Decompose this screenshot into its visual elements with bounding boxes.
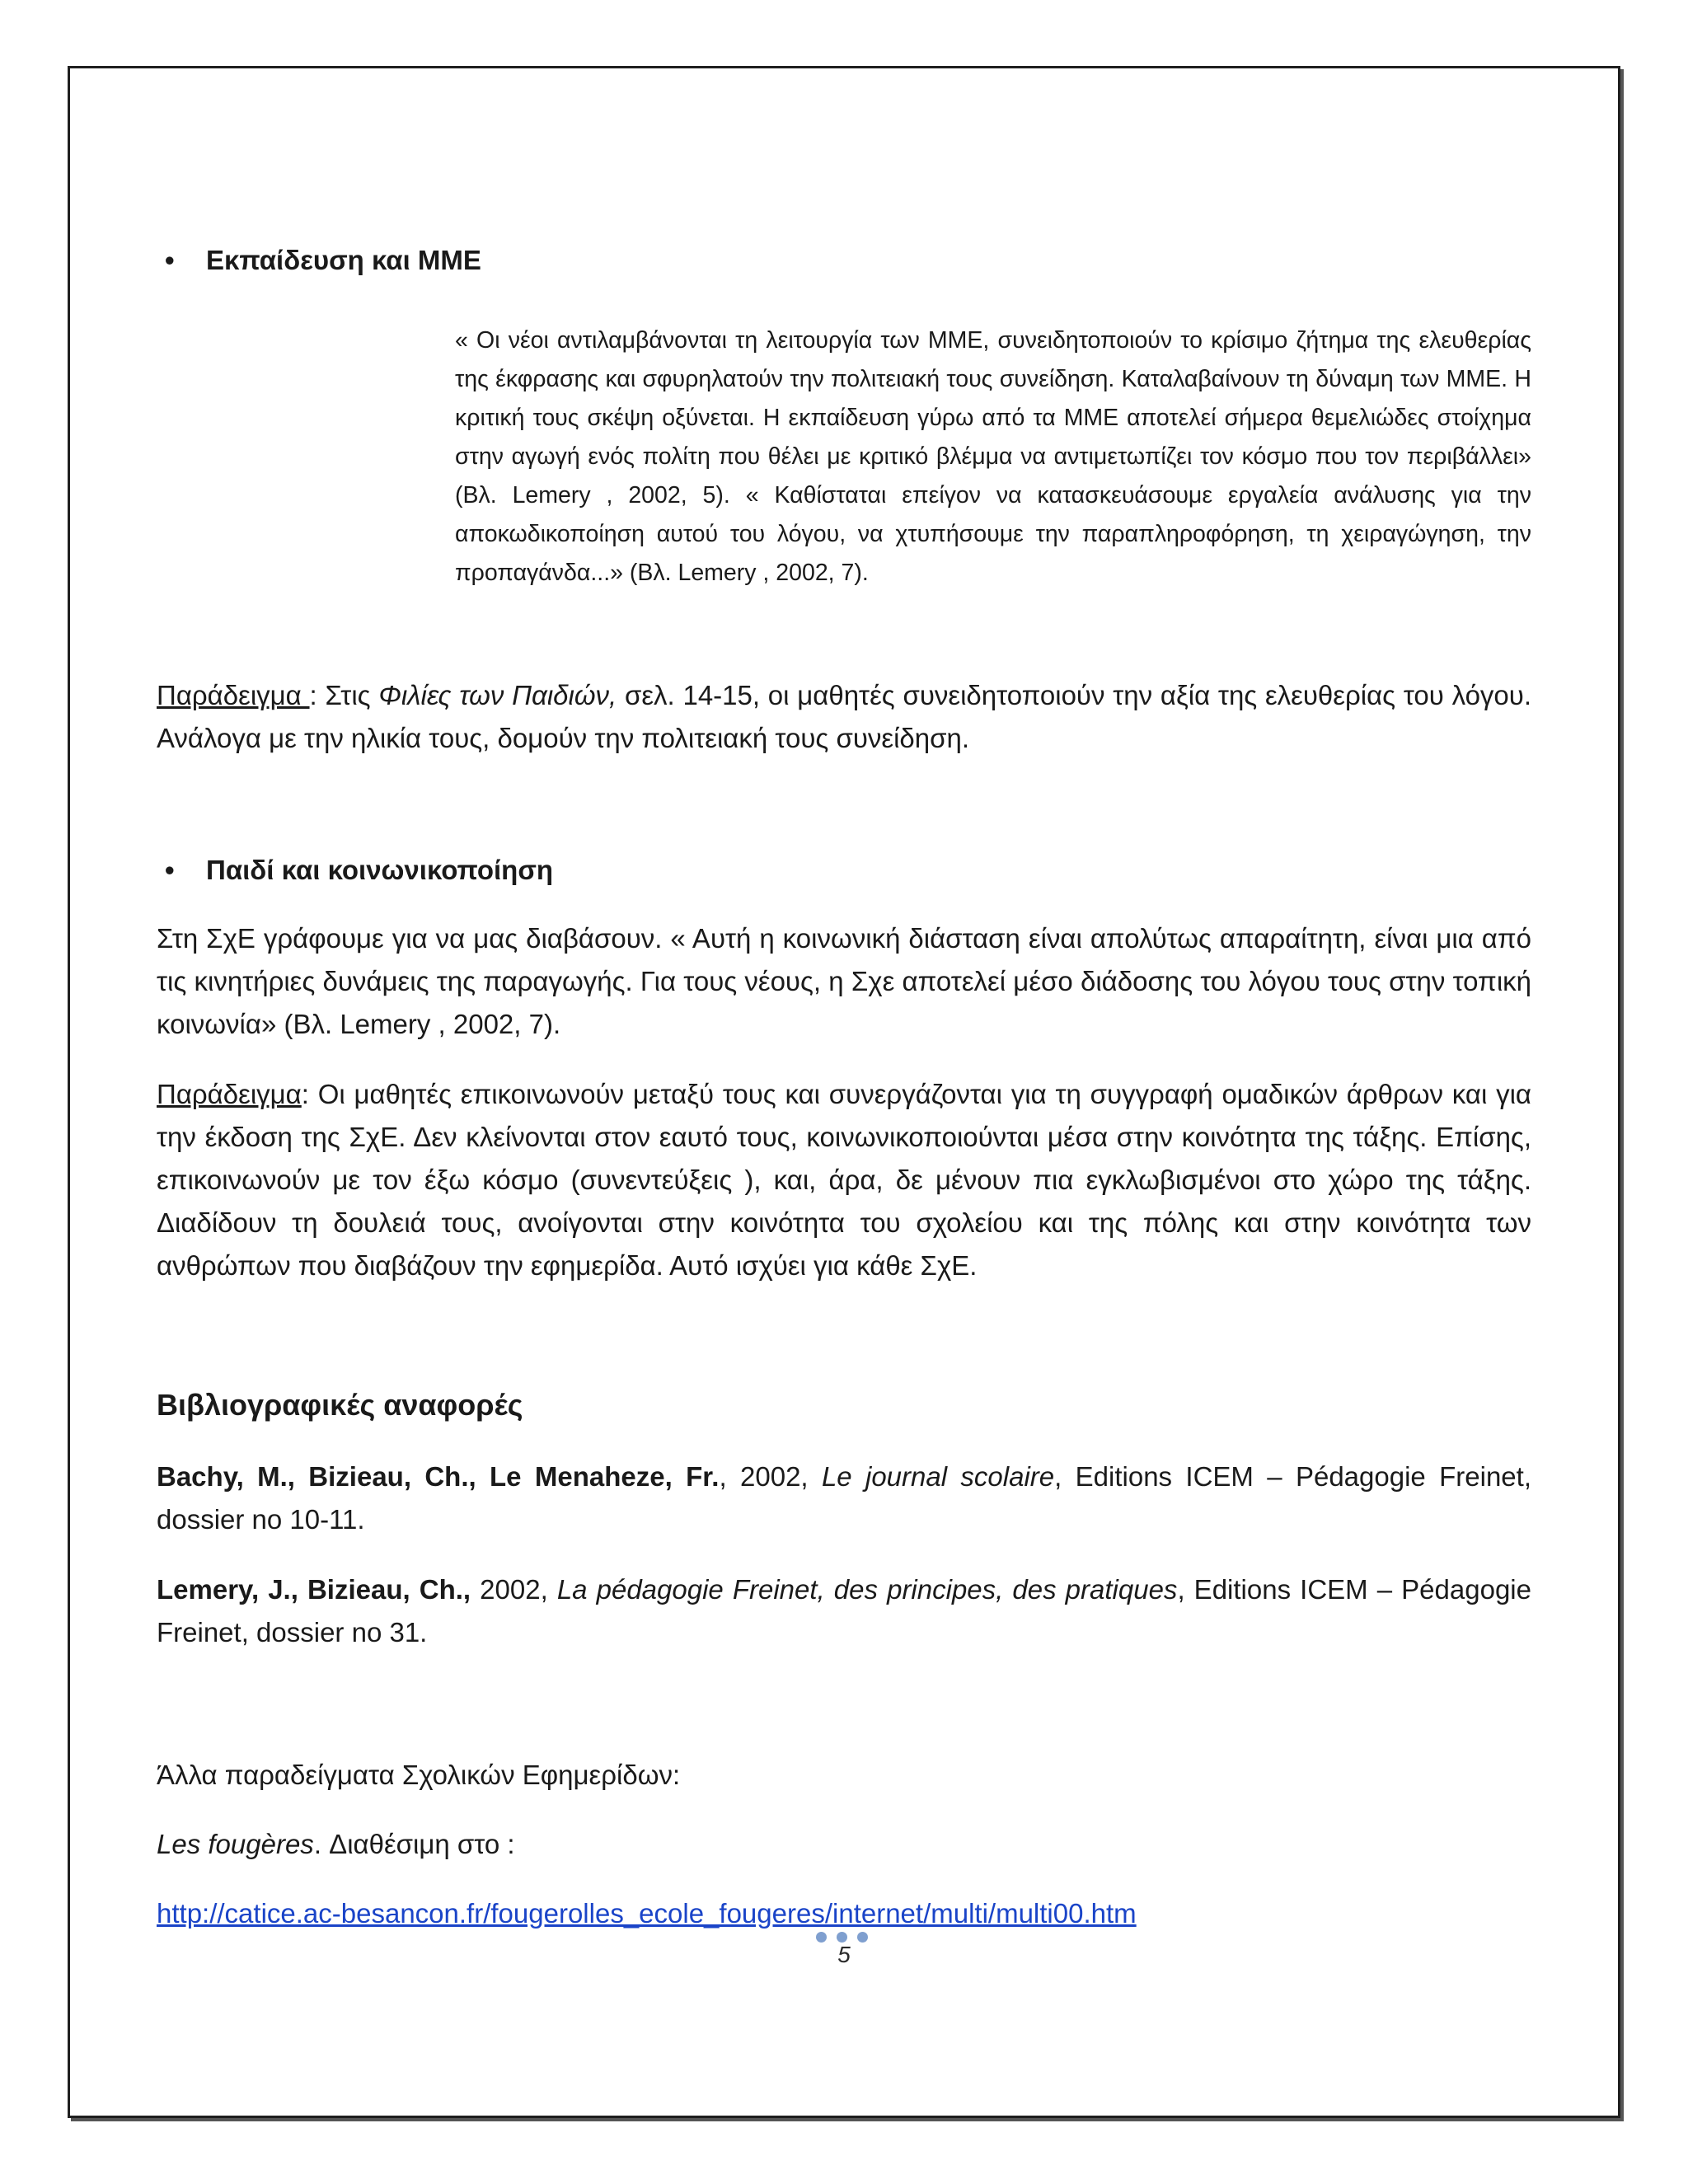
newspaper-title: Les fougères — [157, 1829, 314, 1859]
section-heading-education-media — [165, 239, 481, 282]
ref-year: , 2002, — [719, 1461, 822, 1492]
bullet-icon: • — [165, 855, 175, 885]
quote-block: « Οι νέοι αντιλαμβάνονται τη λειτουργία των ΜΜΕ, συνειδητοποιούν το κρίσιμο ζήτημα της ελευθερίας της έκφρασης και σφυρηλατούν την πολιτειακή τους συνείδηση. Καταλαβαίνουν τη δύναμη των ΜΜΕ. Η κριτική τους σκέψη οξύνεται. Η εκπαίδευση γύρω από τα ΜΜΕ αποτελεί σήμερα θεμελιώδες στοίχημα στην αγωγή ενός πολίτη που θέλει με κριτικό βλέμμα να αντιμετωπίζει τον κόσμο που τον περιβάλλει» (Βλ. Lemery , 2002, 5). « Καθίσταται επείγον να κατασκευάσουμε εργαλεία ανάλυσης για την αποκωδικοποίηση αυτού του λόγου, να χτυπήσουμε την παραπληροφόρηση, τη χειραγώγηση, την προπαγάνδα...» (Βλ. Lemery , 2002, 7). — [455, 327, 1531, 586]
example-label: Παράδειγμα — [157, 680, 310, 710]
example-book-title: Φιλίες των Παιδιών, — [378, 680, 617, 710]
other-example-item — [157, 1823, 1531, 1866]
bullet-icon: • — [165, 245, 175, 275]
heading-text: Εκπαίδευση και ΜΜΕ — [206, 245, 481, 275]
newspaper-link[interactable]: http://catice.ac-besancon.fr/fougerolles_ecole_fougeres/internet/multi/multi00.htm — [157, 1898, 1137, 1929]
example-paragraph-2 — [157, 1073, 1531, 1287]
ref-rest: , Editions ICEM – Pédagogie Freinet, dossier no 31. — [157, 1574, 1531, 1647]
ref-work: La pédagogie Freinet, des principes, des pratiques — [556, 1574, 1178, 1605]
section2-paragraph: Στη ΣχΕ γράφουμε για να μας διαβάσουν. « Αυτή η κοινωνική διάσταση είναι απολύτως απαραίτητη, είναι μια από τις κινητήριες δυνάμεις της παραγωγής. Για τους νέους, η Σχε αποτελεί μέσο διάδοσης του λόγου τους στην τοπική κοινωνία» (Βλ. Lemery , 2002, 7). — [157, 923, 1531, 1039]
example-text: : Οι μαθητές επικοινωνούν μεταξύ τους και συνεργάζονται για τη συγγραφή ομαδικών άρθρων και για την έκδοση της ΣχΕ. Δεν κλείνονται στον εαυτό τους, κοινωνικοποιούνται μέσα στην κοινότητα της τάξης. Επίσης, επικοινωνούν με τον έξω κόσμο (συνεντεύξεις ), και, άρα, δε μένουν πια εγκλωβισμένοι στο χώρο της τάξης. Διαδίδουν τη δουλειά τους, ανοίγονται στην κοινότητα του σχολείου και της πόλης και στην κοινότητα των ανθρώπων που διαβάζουν την εφημερίδα. Αυτό ισχύει για κάθε ΣχΕ. — [157, 1079, 1531, 1281]
ref-work: Le journal scolaire — [821, 1461, 1055, 1492]
ref-year: 2002, — [471, 1574, 557, 1605]
page-number: 5 — [837, 1942, 851, 1967]
example-post: σελ. 14-15, οι μαθητές συνειδητοποιούν την αξία της ελευθερίας του λόγου. Ανάλογα με την ηλικία τους, δομούν την πολιτειακή τους συνείδηση. — [157, 680, 1531, 753]
reference-2 — [157, 1568, 1531, 1654]
url-line — [157, 1892, 1531, 1935]
bibliography-title: Βιβλιογραφικές αναφορές — [157, 1388, 523, 1422]
section-heading-child-socialization — [165, 849, 554, 892]
ref-authors: Bachy, M., Bizieau, Ch., Le Menaheze, Fr. — [157, 1461, 720, 1492]
example-label: Παράδειγμα — [157, 1079, 302, 1109]
ref-rest: , Editions ICEM – Pédagogie Freinet, dossier no 10-11. — [157, 1461, 1531, 1535]
availability-text: . Διαθέσιμη στο : — [313, 1829, 515, 1859]
ref-authors: Lemery, J., Bizieau, Ch., — [157, 1574, 471, 1605]
example-paragraph-1 — [157, 674, 1531, 760]
heading-text: Παιδί και κοινωνικοποίηση — [206, 855, 554, 885]
other-examples-intro: Άλλα παραδείγματα Σχολικών Εφημερίδων: — [157, 1760, 681, 1790]
reference-1 — [157, 1455, 1531, 1541]
example-pre: : Στις — [309, 680, 379, 710]
